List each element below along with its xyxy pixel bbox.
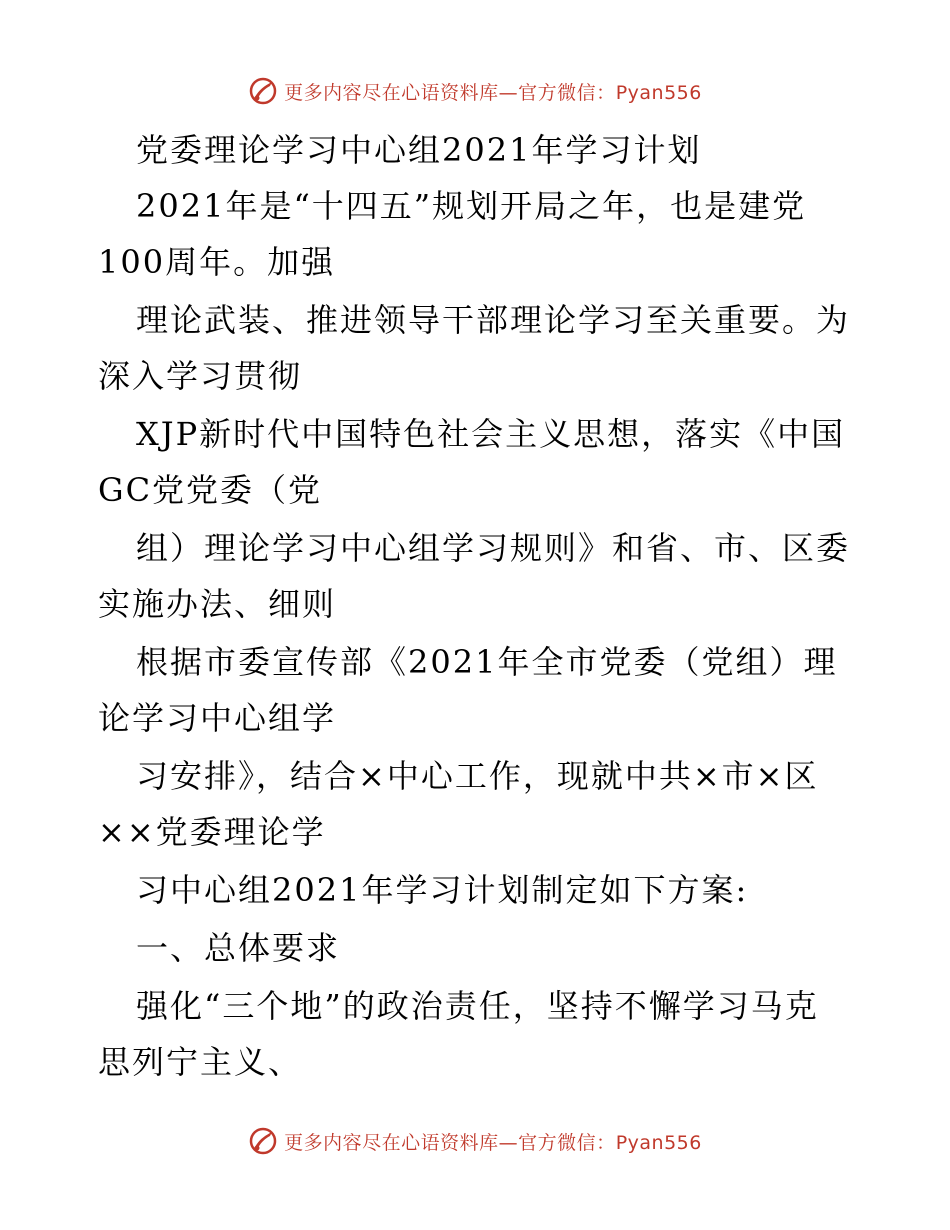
watermark-text [284,78,702,105]
paragraph-line: 习安排》，结合×中心工作，现就中共×市×区 [136,757,819,795]
watermark-banner-bottom [0,1124,950,1158]
watermark-wechat-label: 官方微信： [518,1131,616,1154]
watermark-wechat-id: Pyan556 [615,1131,702,1154]
watermark-banner-top [0,74,950,108]
watermark-dash: — [498,81,519,104]
brush-circle-logo-icon [248,76,278,106]
watermark-wechat-label: 官方微信： [518,81,616,104]
watermark-dash: — [498,1131,519,1154]
watermark-slogan: 更多内容尽在心语资料库 [284,1131,499,1154]
paragraph-line: 习中心组2021年学习计划制定如下方案: [136,871,749,909]
brush-circle-logo-icon [248,1126,278,1156]
paragraph-line: GC党党委（党 [98,471,323,509]
paragraph-line: 2021年是“十四五”规划开局之年，也是建党 [136,187,807,225]
paragraph-line: 思列宁主义、 [98,1043,303,1081]
section-heading: 一、总体要求 [136,929,341,967]
paragraph-line: XJP新时代中国特色社会主义思想，落实《中国 [136,415,846,453]
paragraph-line: 理论武装、推进领导干部理论学习至关重要。为 [136,301,851,339]
paragraph-line: ××党委理论学 [98,813,326,851]
paragraph-line: 组）理论学习中心组学习规则》和省、市、区委 [136,529,851,567]
watermark-slogan: 更多内容尽在心语资料库 [284,81,499,104]
paragraph-line: 论学习中心组学 [98,699,337,737]
watermark-text [284,1128,702,1155]
paragraph-line: 100周年。加强 [98,243,336,281]
paragraph-line: 实施办法、细则 [98,585,337,623]
paragraph-line: 深入学习贯彻 [98,357,303,395]
paragraph-line: 根据市委宣传部《2021年全市党委（党组）理 [136,643,838,681]
document-title: 党委理论学习中心组2021年学习计划 [136,131,702,169]
paragraph-line: 强化“三个地”的政治责任，坚持不懈学习马克 [136,987,819,1025]
watermark-wechat-id: Pyan556 [615,81,702,104]
